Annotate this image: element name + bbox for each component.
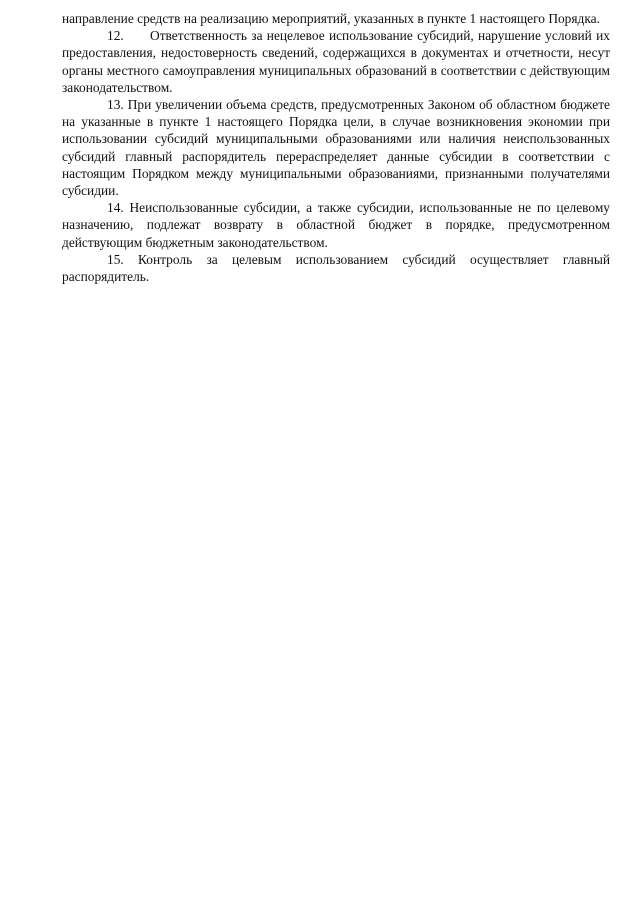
- paragraph-number: 13.: [107, 97, 124, 113]
- continuation-paragraph: [62, 10, 610, 27]
- paragraph-text: При увеличении объема средств, предусмотренных Законом об областном бюджете на указанные в пункте 1 настоящего Порядка цели, в случае возникновения экономии при использовании субсидий муниципальными образованиями или наличия неиспользованных субсидий главный распорядитель перераспределяет данные субсидии в соответствии с настоящим Порядком между муниципальными образованиями, признанными получателями субсидии.: [62, 97, 610, 199]
- paragraph-15: [62, 251, 610, 285]
- paragraph-text: Ответственность за нецелевое использование субсидий, нарушение условий их предоставления, недостоверность сведений, содержащихся в документах и отчетности, несут органы местного самоуправления муниципальных образований в соответствии с действующим законодательством.: [62, 28, 610, 95]
- paragraph-14: [62, 199, 610, 251]
- paragraph-number: 14.: [107, 200, 124, 216]
- paragraph-text: Неиспользованные субсидии, а также субсидии, использованные не по целевому назначению, подлежат возврату в областной бюджет в порядке, предусмотренном действующим бюджетным законодательством.: [62, 200, 610, 250]
- paragraph-13: [62, 96, 610, 199]
- paragraph-number: 12.: [107, 28, 124, 44]
- paragraph-text: Контроль за целевым использованием субсидий осуществляет главный распорядитель.: [62, 251, 610, 285]
- document-page: [62, 10, 610, 285]
- paragraph-number: 15.: [107, 251, 124, 267]
- paragraph-12: [62, 27, 610, 96]
- paragraph-text: направление средств на реализацию мероприятий, указанных в пункте 1 настоящего Порядка.: [62, 11, 600, 26]
